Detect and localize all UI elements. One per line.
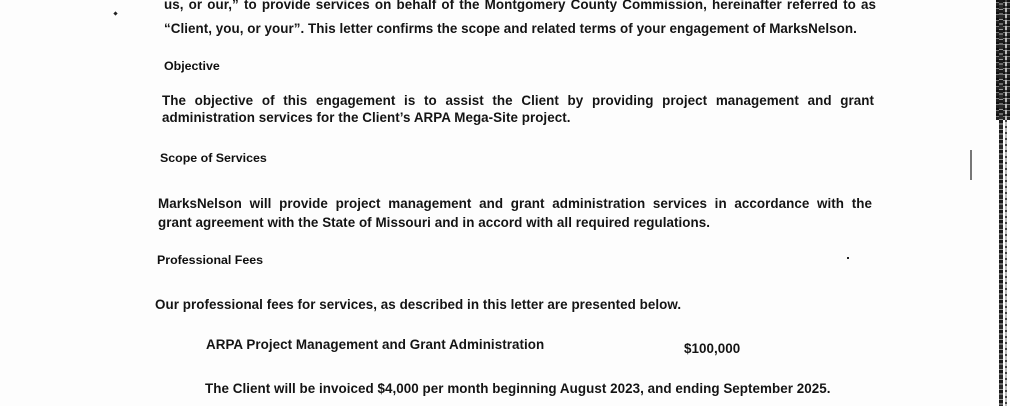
scanner-edge-strip [1005, 0, 1007, 406]
scanner-edge-strip [999, 0, 1003, 406]
intro-line-2: “Client, you, or your”. This letter confirms the scope and related terms of your engagement of MarksNelson. [164, 21, 857, 36]
scanner-edge [990, 0, 1015, 406]
scan-speck [113, 11, 117, 15]
scan-mark [970, 150, 972, 180]
scope-line-2: grant agreement with the State of Missouri and in accord with all required regulations. [158, 215, 710, 230]
scope-line-1: MarksNelson will provide project management and grant administration services in accordance with the [158, 196, 872, 211]
fee-item-label: ARPA Project Management and Grant Administration [206, 337, 545, 352]
objective-line-2: administration services for the Client’s ARPA Mega-Site project. [162, 110, 571, 125]
scope-heading: Scope of Services [160, 151, 267, 165]
invoice-note: The Client will be invoiced $4,000 per month beginning August 2023, and ending September 2025. [205, 381, 831, 396]
intro-line-1: us, or our,” to provide services on behalf of the Montgomery County Commission, hereinafter referred to as [164, 0, 876, 12]
fee-item-amount: $100,000 [684, 341, 741, 356]
scan-speck [847, 257, 849, 259]
objective-line-1: The objective of this engagement is to assist the Client by providing project management and grant [162, 93, 874, 108]
objective-heading: Objective [164, 59, 220, 73]
fees-intro: Our professional fees for services, as described in this letter are presented below. [155, 297, 682, 312]
fees-heading: Professional Fees [157, 253, 264, 267]
